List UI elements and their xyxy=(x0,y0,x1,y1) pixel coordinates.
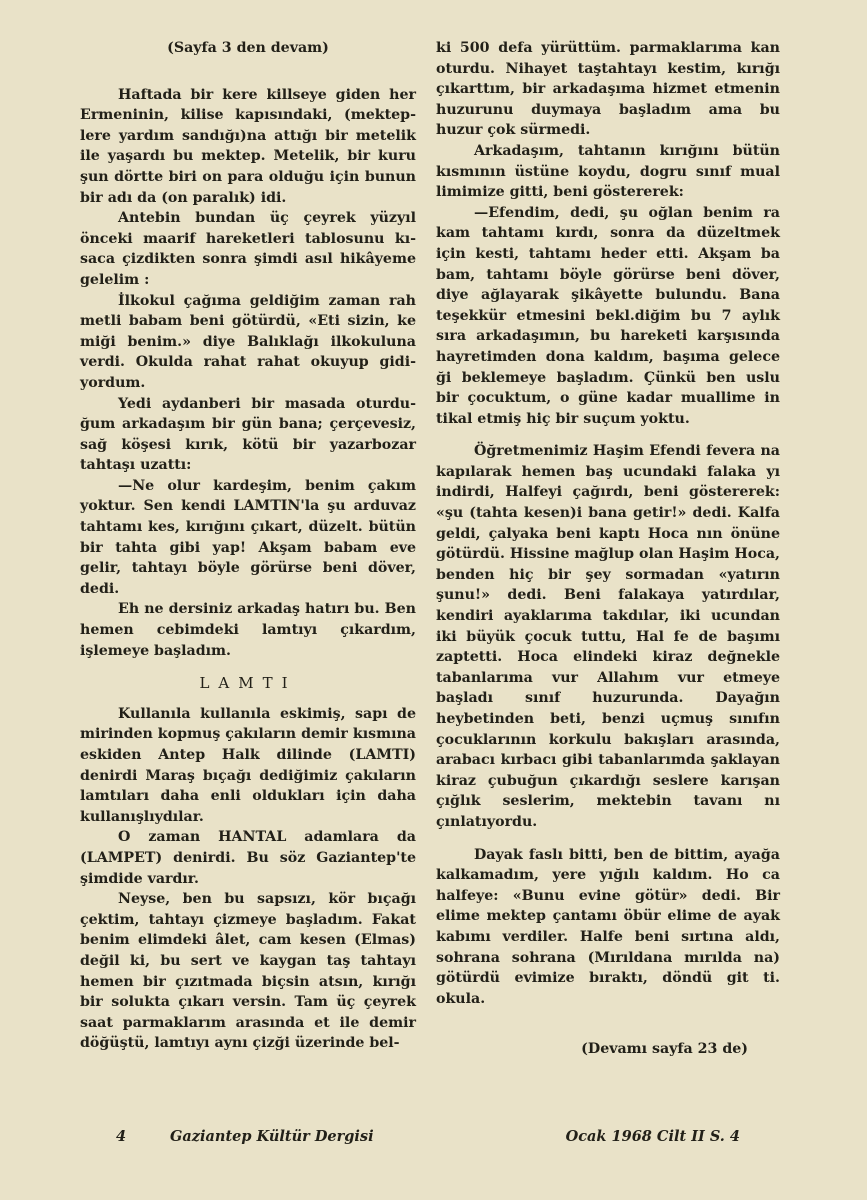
paragraph: Antebin bundan üç çeyrek yüzyıl önceki maarif hareketleri tablosunu kısaca çizdikten sonra şimdi asıl hikâyeme gelelim : xyxy=(80,210,416,288)
paragraph: Arkadaşım, tahtanın kırığını bütün kısmının üstüne koydu, dogru sınıf mual limimize gitti, beni göstererek: xyxy=(436,142,780,201)
continued-note: (Devamı sayfa 23 de) xyxy=(581,1041,748,1058)
paragraph: O zaman HANTAL adamlara da (LAMPET) denirdi. Bu söz Gaziantep'te şimdide vardır. xyxy=(80,829,416,887)
paragraph: ki 500 defa yürüttüm. parmaklarıma kan oturdu. Nihayet taştahtayı kestim, kırığı çıkarttım, bir arkadaşıma hizmet etmenin huzurunu duymaya başladım ama bu huzur çok sürmedi. xyxy=(436,40,780,139)
magazine-title: Gaziantep Kültür Dergisi xyxy=(170,1128,374,1145)
paragraph: Yedi aydanberi bir masada oturduğum arkadaşım bir gün bana; çerçevesiz, sağ köşesi kırık, kötü bir yazarbozar tahtaşı uzattı: xyxy=(80,395,416,474)
paragraph: Neyse, ben bu sapsızı, kör bıçağı çektim, tahtayı çizmeye başladım. Fakat benim elimdeki âlet, cam kesen (Elmas) değil ki, bu sert ve kaygan taş tahtayı hemen bir çızıtmada biçsin atsın, kırığı bir solukta çıkarı versin. Tam üç çeyrek saat parmaklarım arasında et ile demir döğüştü, lamtıyı aynı çizği üzerinde bel- xyxy=(80,891,416,1052)
page-number: 4 xyxy=(116,1128,127,1145)
paragraph: Öğretmenimiz Haşim Efendi fevera na kapılarak hemen baş ucundaki falaka yı indirdi, Halfeyi çağırdı, beni göstererek: «şu (tahta kesen)i bana getir!» dedi. Kalfa geldi, çalyaka beni kaptı Hoca nın önüne götürdü. Hissine mağlup olan Haşim Hoca, benden hiç bir şey sormadan «yatırın şunu!» dedi. Beni falakaya yatırdılar, kendiri ayaklarıma takdılar, iki ucundan iki büyük çocuk tuttu, Hal fe de başımı zaptetti. Hoca elindeki kiraz değnekle tabanlarıma vur Allahım vur etmeye başladı sınıf huzurunda. Dayağın heybetinden beti, benzi uçmuş sınıfın çocuklarının korkulu bakışları arasında, arabacı kırbacı gibi tabanlarımda şaklayan kiraz çubuğun çıkardığı seslere karışan çığlık seslerim, mektebin tavanı nı çınlatıyordu. xyxy=(436,443,780,830)
right-column xyxy=(436,38,780,1060)
paragraph: —Ne olur kardeşim, benim çakım yoktur. Sen kendi LAMTIN'la şu arduvaz tahtamı kes, kırığını çıkart, düzelt. bütün bir tahta gibi yap! Akşam babam eve gelir, tahtayı böyle görürse beni döver, dedi. xyxy=(80,477,416,597)
left-column xyxy=(80,38,416,1054)
paragraph: Dayak faslı bitti, ben de bittim, ayağa kalkamadım, yere yığılı kaldım. Ho ca halfeye: «Bunu evine götür» dedi. Bir elime mektep çantamı öbür elime de ayak kabımı verdiler. Halfe beni sırtına aldı, sohrana sohrana (Mırıldana mırılda na) götürdü evimize bıraktı, döndü git ti. okula. xyxy=(436,846,780,1007)
paragraph: Haftada bir kere killseye giden her Ermeninin, kilise kapısındaki, (mekteplere yardım sandığı)na attığı bir metelik ile yaşardı bu mektep. Metelik, bir kuru şun dörtte biri on para olduğu için bunun bir adı da (on paralık) idi. xyxy=(80,86,416,206)
paragraph: Kullanıla kullanıla eskimiş, sapı de mirinden kopmuş çakıların demir kısmına eskiden Antep Halk dilinde (LAMTI) denirdi Maraş bıçağı dediğimiz çakıların lamtıları daha enli oldukları için daha kullanışlıydılar. xyxy=(80,705,416,825)
paragraph: İlkokul çağıma geldiğim zaman rah metli babam beni götürdü, «Eti sizin, ke miği benim.» diye Balıklağı ilkokuluna verdi. Okulda rahat rahat okuyup gidiyordum. xyxy=(80,292,416,391)
issue-date: Ocak 1968 Cilt II S. 4 xyxy=(565,1128,740,1145)
paragraph: —Efendim, dedi, şu oğlan benim ra kam tahtamı kırdı, sonra da düzeltmek için kesti, tahtamı heder etti. Akşam ba bam, tahtamı böyle görürse beni döver, diye ağlayarak şikâyette bulundu. Bana teşekkür etmesini bekl.diğim bu 7 aylık sıra arkadaşımın, bu hareketi karşısında hayretimden dona kaldım, başıma gelece ği beklemeye başladım. Çünkü ben uslu bir çocuktum, o güne kadar muallime in tikal etmiş hiç bir suçum yoktu. xyxy=(436,204,780,427)
section-title: LAMTI xyxy=(199,674,297,693)
continuation-header: (Sayfa 3 den devam) xyxy=(167,40,329,56)
paragraph: Eh ne dersiniz arkadaş hatırı bu. Ben hemen cebimdeki lamtıyı çıkardım, işlemeye başladım. xyxy=(80,601,416,659)
